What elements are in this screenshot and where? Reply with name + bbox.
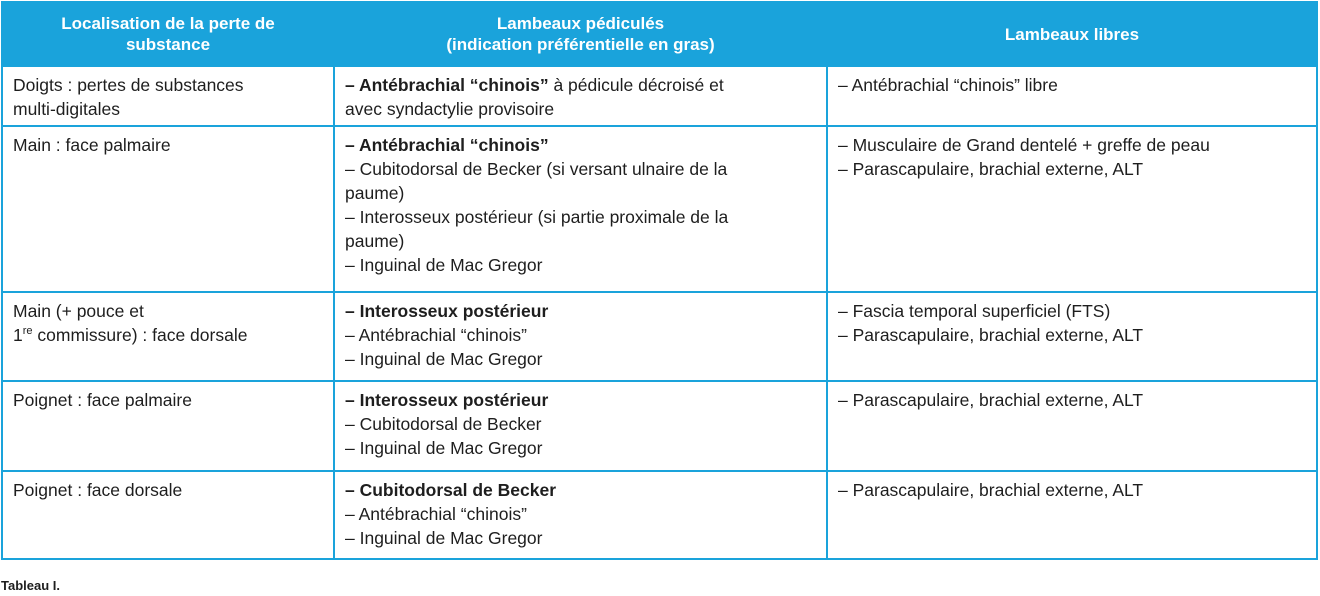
cell-free: – Fascia temporal superficiel (FTS) – Parascapulaire, brachial externe, ALT [827,292,1317,381]
table-row [2,66,1317,126]
cell-free: – Antébrachial “chinois” libre [827,66,1317,126]
cell-pedicled: – Antébrachial “chinois” – Cubitodorsal de Becker (si versant ulnaire de la paume) – Interosseux postérieur (si partie proximale de la paume) – Inguinal de Mac Gregor [334,126,827,292]
table-row [2,471,1317,559]
cell-location: Poignet : face palmaire [2,381,334,471]
cell-free: – Musculaire de Grand dentelé + greffe de peau – Parascapulaire, brachial externe, ALT [827,126,1317,292]
table-caption: Tableau I. [1,578,60,593]
table-header-row [2,2,1317,66]
cell-free: – Parascapulaire, brachial externe, ALT [827,381,1317,471]
table-row [2,126,1317,292]
cell-pedicled: – Antébrachial “chinois” à pédicule décroisé et avec syndactylie provisoire [334,66,827,126]
header-pedicled-flaps: Lambeaux pédiculés (indication préférentielle en gras) [334,2,827,66]
cell-pedicled: – Interosseux postérieur – Cubitodorsal de Becker – Inguinal de Mac Gregor [334,381,827,471]
table-row [2,381,1317,471]
flap-table [1,1,1318,560]
cell-location: Main : face palmaire [2,126,334,292]
cell-location: Poignet : face dorsale [2,471,334,559]
cell-location: Doigts : pertes de substances multi-digitales [2,66,334,126]
cell-free: – Parascapulaire, brachial externe, ALT [827,471,1317,559]
cell-pedicled: – Interosseux postérieur – Antébrachial “chinois” – Inguinal de Mac Gregor [334,292,827,381]
table-row [2,292,1317,381]
cell-pedicled: – Cubitodorsal de Becker – Antébrachial “chinois” – Inguinal de Mac Gregor [334,471,827,559]
header-location: Localisation de la perte de substance [2,2,334,66]
cell-location: Main (+ pouce et 1re commissure) : face dorsale [2,292,334,381]
header-free-flaps: Lambeaux libres [827,2,1317,66]
